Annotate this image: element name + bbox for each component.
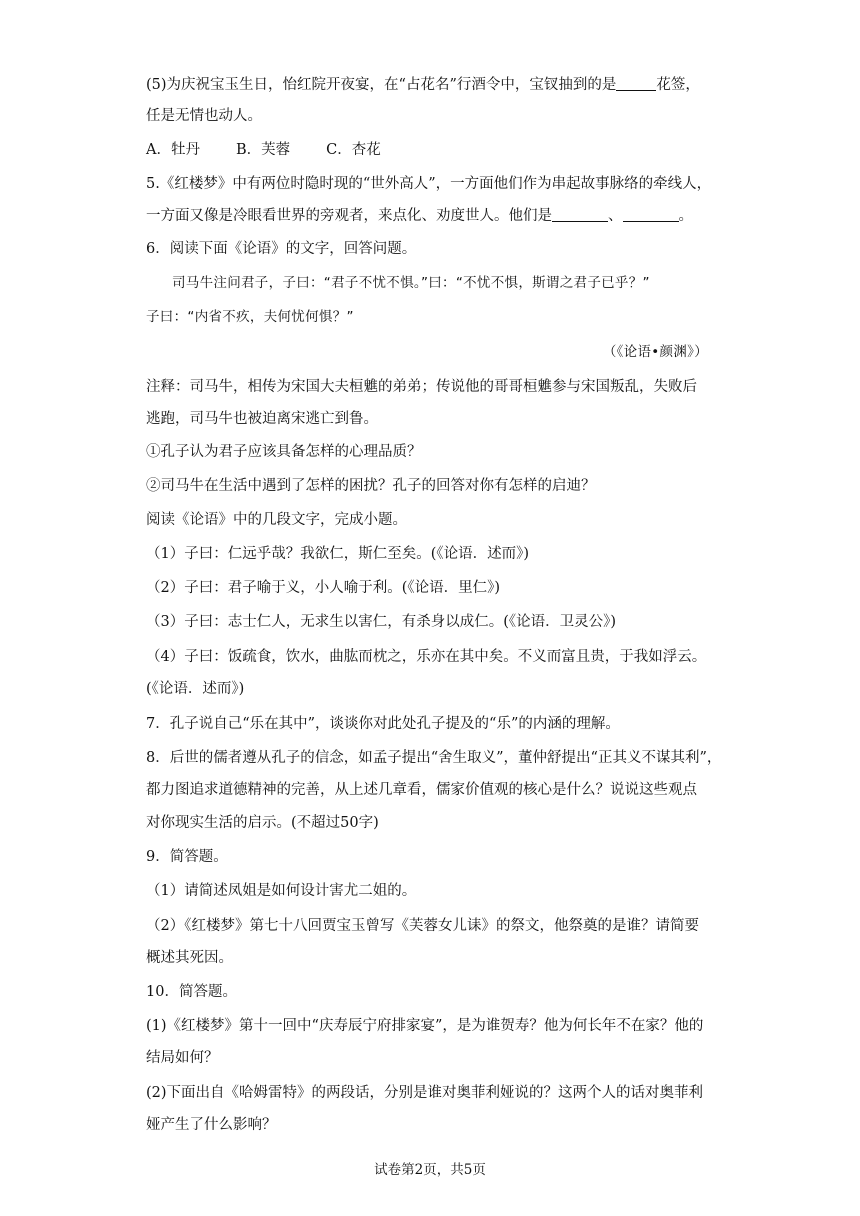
q5-line1: 5.《红楼梦》中有两位时隐时现的“世外高人”，一方面他们作为串起故事脉络的牵线人， — [146, 176, 712, 192]
reading-4-line2: (《论语．述而》) — [146, 681, 245, 697]
q6-source: （《论语•颜渊》） — [602, 344, 708, 360]
page-footer: 试卷第2页，共5页 — [374, 1162, 486, 1178]
q5-sub5-text: (5)为庆祝宝玉生日，怡红院开夜宴，在“占花名”行酒令中，宝钗抽到的是 — [146, 77, 617, 93]
q8-line2: 都力图追求道德精神的完善，从上述几章看，儒家价值观的核心是什么？说说这些观点 — [146, 782, 697, 798]
answer-blank — [552, 207, 608, 222]
q5-line2-text: 一方面又像是冷眼看世界的旁观者，来点化、劝度世人。他们是 — [146, 208, 552, 224]
q9-sub1: （1）请简述凤姐是如何设计害尤二姐的。 — [146, 883, 417, 899]
reading-1: （1）子曰：仁远乎哉？我欲仁，斯仁至矣。(《论语．述而》) — [146, 546, 530, 562]
reading-4-line1: （4）子曰：饭疏食，饮水，曲肱而枕之，乐亦在其中矣。不义而富且贵，于我如浮云。 — [146, 649, 707, 665]
q9-sub2-line1: （2）《红楼梦》第七十八回贾宝玉曾写《芙蓉女儿诔》的祭文，他祭奠的是谁？请简要 — [146, 918, 699, 934]
q9-sub2-line2: 概述其死因。 — [146, 950, 233, 966]
q6-quote-line2: 子曰：“内省不疚，夫何忧何惧？” — [146, 309, 354, 325]
q6-sub1: ①孔子认为君子应该具备怎样的心理品质？ — [146, 444, 422, 460]
q9-title: 9．简答题。 — [146, 849, 228, 865]
option-c: C．杏花 — [326, 142, 381, 158]
q10-sub2-line2: 娅产生了什么影响？ — [146, 1117, 277, 1133]
q6-title: 6．阅读下面《论语》的文字，回答问题。 — [146, 241, 417, 257]
period: 。 — [678, 208, 693, 224]
option-a: A．牡丹 — [146, 142, 200, 158]
q7: 7．孔子说自己“乐在其中”，谈谈你对此处孔子提及的“乐”的内涵的理解。 — [146, 716, 620, 732]
q10-sub1-line1: (1)《红楼梦》第十一回中“庆寿辰宁府排家宴”，是为谁贺寿？他为何长年不在家？他的 — [146, 1018, 704, 1034]
reading-3: （3）子曰：志士仁人，无求生以害仁，有杀身以成仁。(《论语．卫灵公》) — [146, 614, 617, 630]
q6-sub2: ②司马牛在生活中遇到了怎样的困扰？孔子的回答对你有怎样的启迪？ — [146, 478, 596, 494]
q8-line1: 8．后世的儒者遵从孔子的信念，如孟子提出“舍生取义”，董仲舒提出“正其义不谋其利”， — [146, 750, 722, 766]
q10-sub2-line1: (2)下面出自《哈姆雷特》的两段话，分别是谁对奥菲利娅说的？这两个人的话对奥菲利 — [146, 1085, 704, 1101]
q6-note-line1: 注释：司马牛，相传为宋国大夫桓魋的弟弟；传说他的哥哥桓魋参与宋国叛乱，失败后 — [146, 379, 697, 395]
q6-note-line2: 逃跑，司马牛也被迫离宋逃亡到鲁。 — [146, 411, 378, 427]
q5-line2 — [146, 206, 718, 226]
answer-blank — [616, 76, 656, 91]
q5-sub5-line1 — [146, 75, 718, 95]
reading-intro: 阅读《论语》中的几段文字，完成小题。 — [146, 512, 407, 528]
q8-line3: 对你现实生活的启示。(不超过50字) — [146, 815, 379, 831]
reading-2: （2）子曰：君子喻于义，小人喻于利。(《论语．里仁》) — [146, 580, 501, 596]
separator: 、 — [608, 208, 623, 224]
option-b: B．芙蓉 — [235, 142, 291, 158]
q10-title: 10．简答题。 — [146, 984, 237, 1000]
q6-quote-line1: 司马牛注问君子，子曰：“君子不忧不惧。”曰：“不忧不惧，斯谓之君子已乎？” — [172, 275, 650, 291]
answer-blank — [623, 207, 679, 222]
q5-sub5-options — [146, 140, 718, 160]
q5-sub5-text-end: 花签， — [656, 77, 700, 93]
q5-sub5-line2: 任是无情也动人。 — [146, 108, 262, 124]
q10-sub1-line2: 结局如何？ — [146, 1050, 219, 1066]
